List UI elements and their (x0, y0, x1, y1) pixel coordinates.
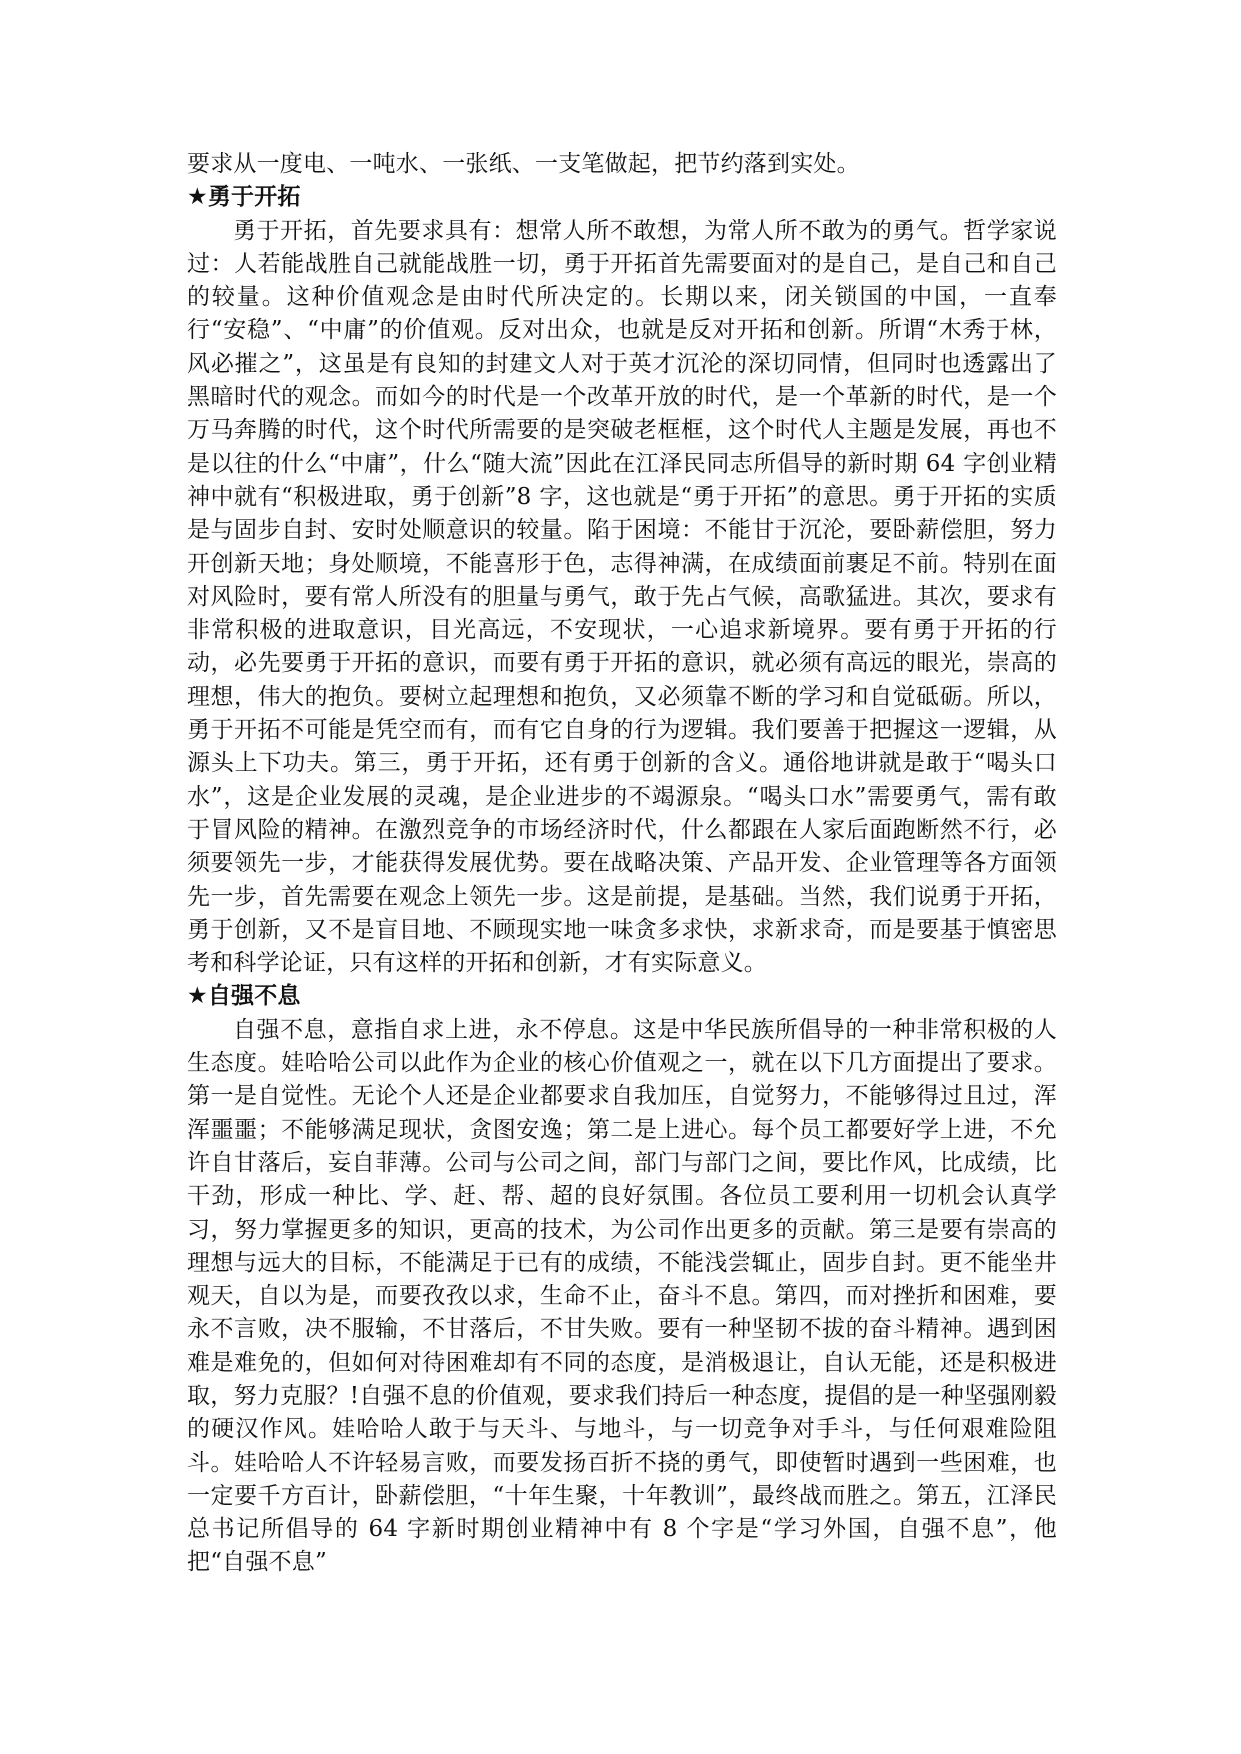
section-heading-self-improvement: ★自强不息 (187, 983, 301, 1010)
document-body (187, 148, 1057, 1580)
section-body-pioneering: 勇于开拓，首先要求具有：想常人所不敢想，为常人所不敢为的勇气。哲学家说过：人若能战胜自己就能战胜一切，勇于开拓首先需要面对的是自己，是自己和自己的较量。这种价值观念是由时代所决定的。长期以来，闭关锁国的中国，一直奉行“安稳”、“中庸”的价值观。反对出众，也就是反对开拓和创新。所谓“木秀于林，风必摧之”，这虽是有良知的封建文人对于英才沉沦的深切同情，但同时也透露出了黑暗时代的观念。而如今的时代是一个改革开放的时代，是一个革新的时代，是一个万马奔腾的时代，这个时代所需要的是突破老框框，这个时代人主题是发展，再也不是以往的什么“中庸”，什么“随大流”因此在江泽民同志所倡导的新时期 64 字创业精神中就有“积极进取，勇于创新”8 字，这也就是“勇于开拓”的意思。勇于开拓的实质是与固步自封、安时处顺意识的较量。陷于困境：不能甘于沉沦，要卧薪偿胆，努力开创新天地；身处顺境，不能喜形于色，志得神满，在成绩面前裹足不前。特别在面对风险时，要有常人所没有的胆量与勇气，敢于先占气候，高歌猛进。其次，要求有非常积极的进取意识，目光高远，不安现状，一心追求新境界。要有勇于开拓的行动，必先要勇于开拓的意识，而要有勇于开拓的意识，就必须有高远的眼光，崇高的理想，伟大的抱负。要树立起理想和抱负，又必须靠不断的学习和自觉砥砺。所以，勇于开拓不可能是凭空而有，而有它自身的行为逻辑。我们要善于把握这一逻辑，从源头上下功夫。第三，勇于开拓，还有勇于创新的含义。通俗地讲就是敢于“喝头口水”，这是企业发展的灵魂，是企业进步的不竭源泉。“喝头口水”需要勇气，需有敢于冒风险的精神。在激烈竞争的市场经济时代，什么都跟在人家后面跑断然不行，必须要领先一步，才能获得发展优势。要在战略决策、产品开发、企业管理等各方面领先一步，首先需要在观念上领先一步。这是前提，是基础。当然，我们说勇于开拓，勇于创新，又不是盲目地、不顾现实地一味贪多求快，求新求奇，而是要基于慎密思考和科学论证，只有这样的开拓和创新，才有实际意义。 (187, 217, 1057, 977)
section-body-self-improvement: 自强不息，意指自求上进，永不停息。这是中华民族所倡导的一种非常积极的人生态度。娃哈哈公司以此作为企业的核心价值观之一，就在以下几方面提出了要求。第一是自觉性。无论个人还是企业都要求自我加压，自觉努力，不能够得过且过，浑浑噩噩；不能够满足现状，贪图安逸；第二是上进心。每个员工都要好学上进，不允许自甘落后，妄自菲薄。公司与公司之间，部门与部门之间，要比作风，比成绩，比干劲，形成一种比、学、赶、帮、超的良好氛围。各位员工要利用一切机会认真学习，努力掌握更多的知识，更高的技术，为公司作出更多的贡献。第三是要有崇高的理想与远大的目标，不能满足于已有的成绩，不能浅尝辄止，固步自封。更不能坐井观天，自以为是，而要孜孜以求，生命不止，奋斗不息。第四，而对挫折和困难，要永不言败，决不服输，不甘落后，不甘失败。要有一种坚韧不拔的奋斗精神。遇到困难是难免的，但如何对待困难却有不同的态度，是消极退让，自认无能，还是积极进取，努力克服？!自强不息的价值观，要求我们持后一种态度，提倡的是一种坚强刚毅的硬汉作风。娃哈哈人敢于与天斗、与地斗，与一切竞争对手斗，与任何艰难险阻斗。娃哈哈人不许轻易言败，而要发扬百折不挠的勇气，即使暂时遇到一些困难，也一定要千方百计，卧薪偿胆，“十年生聚，十年教训”，最终战而胜之。第五，江泽民总书记所倡导的 64 字新时期创业精神中有 8 个字是“学习外国，自强不息”，他把“自强不息” (187, 1016, 1057, 1576)
opening-paragraph: 要求从一度电、一吨水、一张纸、一支笔做起，把节约落到实处。 (187, 151, 860, 177)
section-heading-pioneering: ★勇于开拓 (187, 184, 301, 211)
